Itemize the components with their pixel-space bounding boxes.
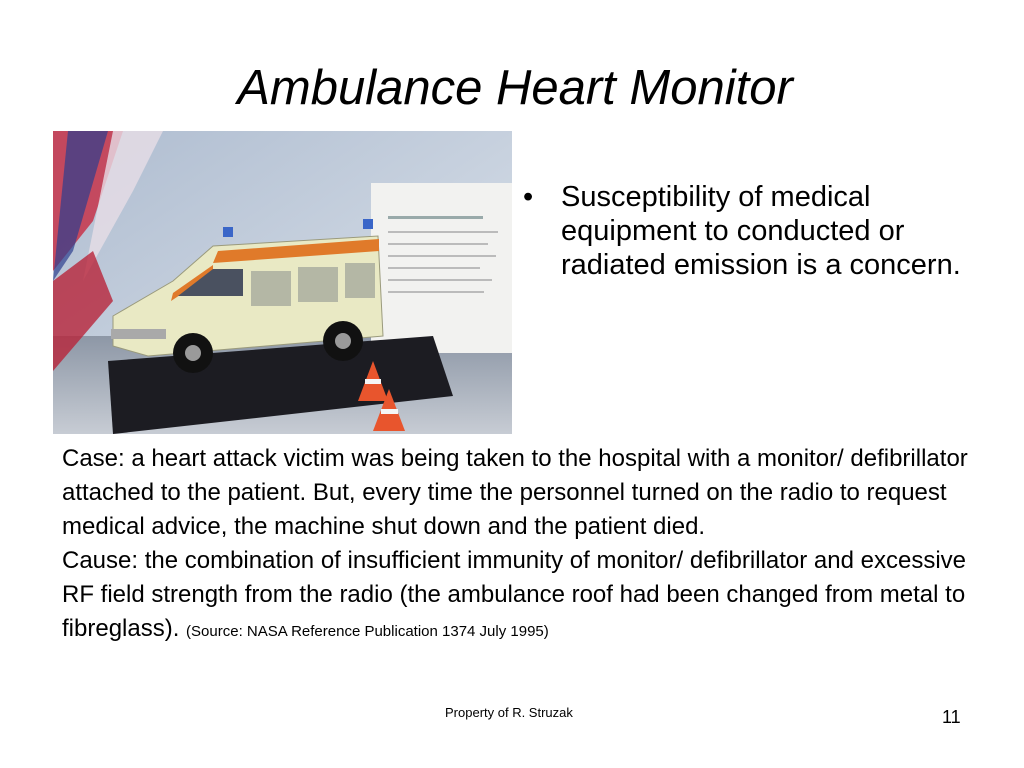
page-number: 11 <box>942 707 961 727</box>
case-paragraph: Case: a heart attack victim was being taken to the hospital with a monitor/ defibrillator attached to the patient. But, every time the personnel turned on the radio to request medical advice, the machine shut down and the patient died. <box>62 445 968 540</box>
slide-title: Ambulance Heart Monitor <box>237 61 793 115</box>
bullet-list <box>523 180 963 282</box>
case-description <box>62 442 972 649</box>
source-note: (Source: NASA Reference Publication 1374 July 1995) <box>186 623 549 640</box>
bullet-item <box>523 180 963 282</box>
footer-text: Property of R. Struzak <box>445 705 573 720</box>
cause-paragraph: Cause: the combination of insufficient immunity of monitor/ defibrillator and excessive RF field strength from the radio (the ambulance roof had been changed from metal to fibreglass). <box>62 547 966 642</box>
cause-block <box>62 544 972 649</box>
ambulance-photo <box>53 131 512 434</box>
bullet-text: Susceptibility of medical equipment to conducted or radiated emission is a concern. <box>561 181 961 281</box>
bullet-mark: • <box>523 181 534 213</box>
